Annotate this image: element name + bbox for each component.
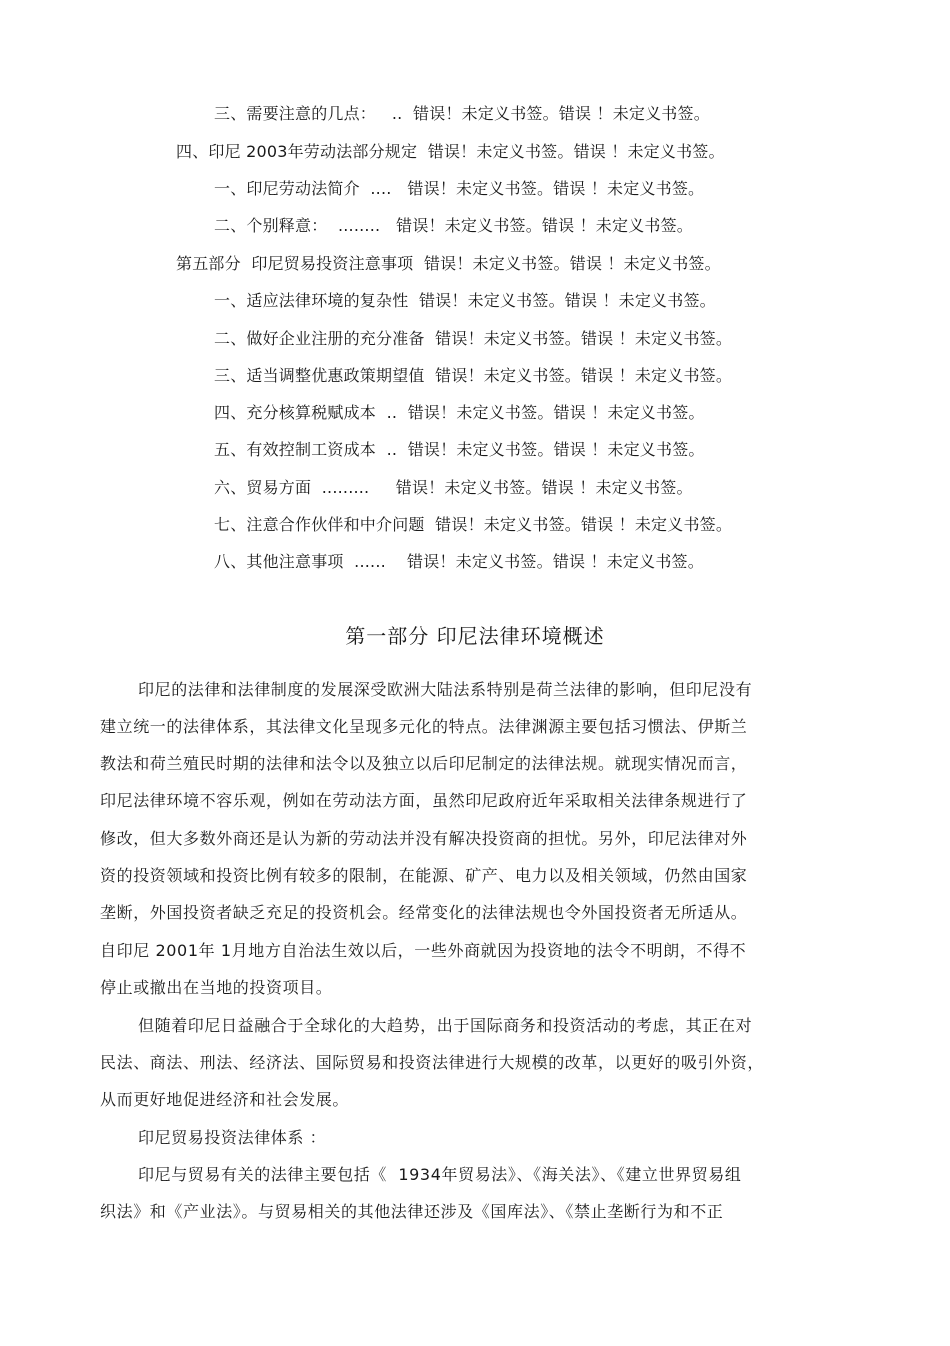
toc-entry[interactable]: 八、其他注意事项 ...... 错误！未定义书签。错误 ！未定义书签。 [214, 552, 704, 571]
paragraph-line: 印尼法律环境不容乐观，例如在劳动法方面，虽然印尼政府近年采取相关法律条规进行了 [100, 791, 748, 810]
paragraph-line: 停止或撤出在当地的投资项目。 [100, 978, 333, 997]
paragraph-line: 织法》和《产业法》。与贸易相关的其他法律还涉及《国库法》、《禁止垄断行为和不正 [100, 1202, 724, 1221]
toc-entry[interactable]: 二、个别释意： ........ 错误！未定义书签。错误 ！未定义书签。 [214, 216, 694, 235]
paragraph-line: 建立统一的法律体系，其法律文化呈现多元化的特点。法律渊源主要包括习惯法、伊斯兰 [100, 717, 748, 736]
paragraph-line: 资的投资领域和投资比例有较多的限制，在能源、矿产、电力以及相关领域，仍然由国家 [100, 866, 748, 885]
paragraph-line: 印尼与贸易有关的法律主要包括《 1934年贸易法》、《海关法》、《建立世界贸易组 [138, 1165, 742, 1184]
toc-entry[interactable]: 三、适当调整优惠政策期望值 错误！未定义书签。错误 ！未定义书签。 [214, 366, 733, 385]
toc-entry[interactable]: 七、注意合作伙伴和中介问题 错误！未定义书签。错误 ！未定义书签。 [214, 515, 733, 534]
paragraph-line: 自印尼 2001年 1月地方自治法生效以后，一些外商就因为投资地的法令不明朗，不得不 [100, 941, 747, 960]
toc-entry[interactable]: 三、需要注意的几点： .. 错误！未定义书签。错误 ！未定义书签。 [214, 104, 710, 123]
section-title: 第一部分 印尼法律环境概述 [345, 624, 605, 648]
toc-entry[interactable]: 四、印尼 2003年劳动法部分规定 错误！未定义书签。错误 ！未定义书签。 [176, 142, 725, 161]
toc-entry[interactable]: 一、印尼劳动法简介 .... 错误！未定义书签。错误 ！未定义书签。 [214, 179, 705, 198]
paragraph-line: 修改，但大多数外商还是认为新的劳动法并没有解决投资商的担忧。另外，印尼法律对外 [100, 829, 748, 848]
paragraph-line: 从而更好地促进经济和社会发展。 [100, 1090, 350, 1109]
paragraph-line: 垄断，外国投资者缺乏充足的投资机会。经常变化的法律法规也令外国投资者无所适从。 [100, 903, 748, 922]
toc-entry[interactable]: 二、做好企业注册的充分准备 错误！未定义书签。错误 ！未定义书签。 [214, 329, 733, 348]
toc-entry[interactable]: 四、充分核算税赋成本 .. 错误！未定义书签。错误 ！未定义书签。 [214, 403, 705, 422]
subheading: 印尼贸易投资法律体系 ： [138, 1128, 327, 1147]
paragraph-line: 民法、商法、刑法、经济法、国际贸易和投资法律进行大规模的改革，以更好的吸引外资， [100, 1053, 765, 1072]
toc-entry[interactable]: 第五部分 印尼贸易投资注意事项 错误！未定义书签。错误 ！未定义书签。 [176, 254, 721, 273]
paragraph-line: 但随着印尼日益融合于全球化的大趋势，出于国际商务和投资活动的考虑，其正在对 [138, 1016, 753, 1035]
toc-entry[interactable]: 一、适应法律环境的复杂性 错误！未定义书签。错误 ！未定义书签。 [214, 291, 716, 310]
paragraph-line: 教法和荷兰殖民时期的法律和法令以及独立以后印尼制定的法律法规。就现实情况而言， [100, 754, 748, 773]
toc-entry[interactable]: 六、贸易方面 ......... 错误！未定义书签。错误 ！未定义书签。 [214, 478, 693, 497]
toc-entry[interactable]: 五、有效控制工资成本 .. 错误！未定义书签。错误 ！未定义书签。 [214, 440, 705, 459]
paragraph-line: 印尼的法律和法律制度的发展深受欧洲大陆法系特别是荷兰法律的影响，但印尼没有 [138, 680, 753, 699]
